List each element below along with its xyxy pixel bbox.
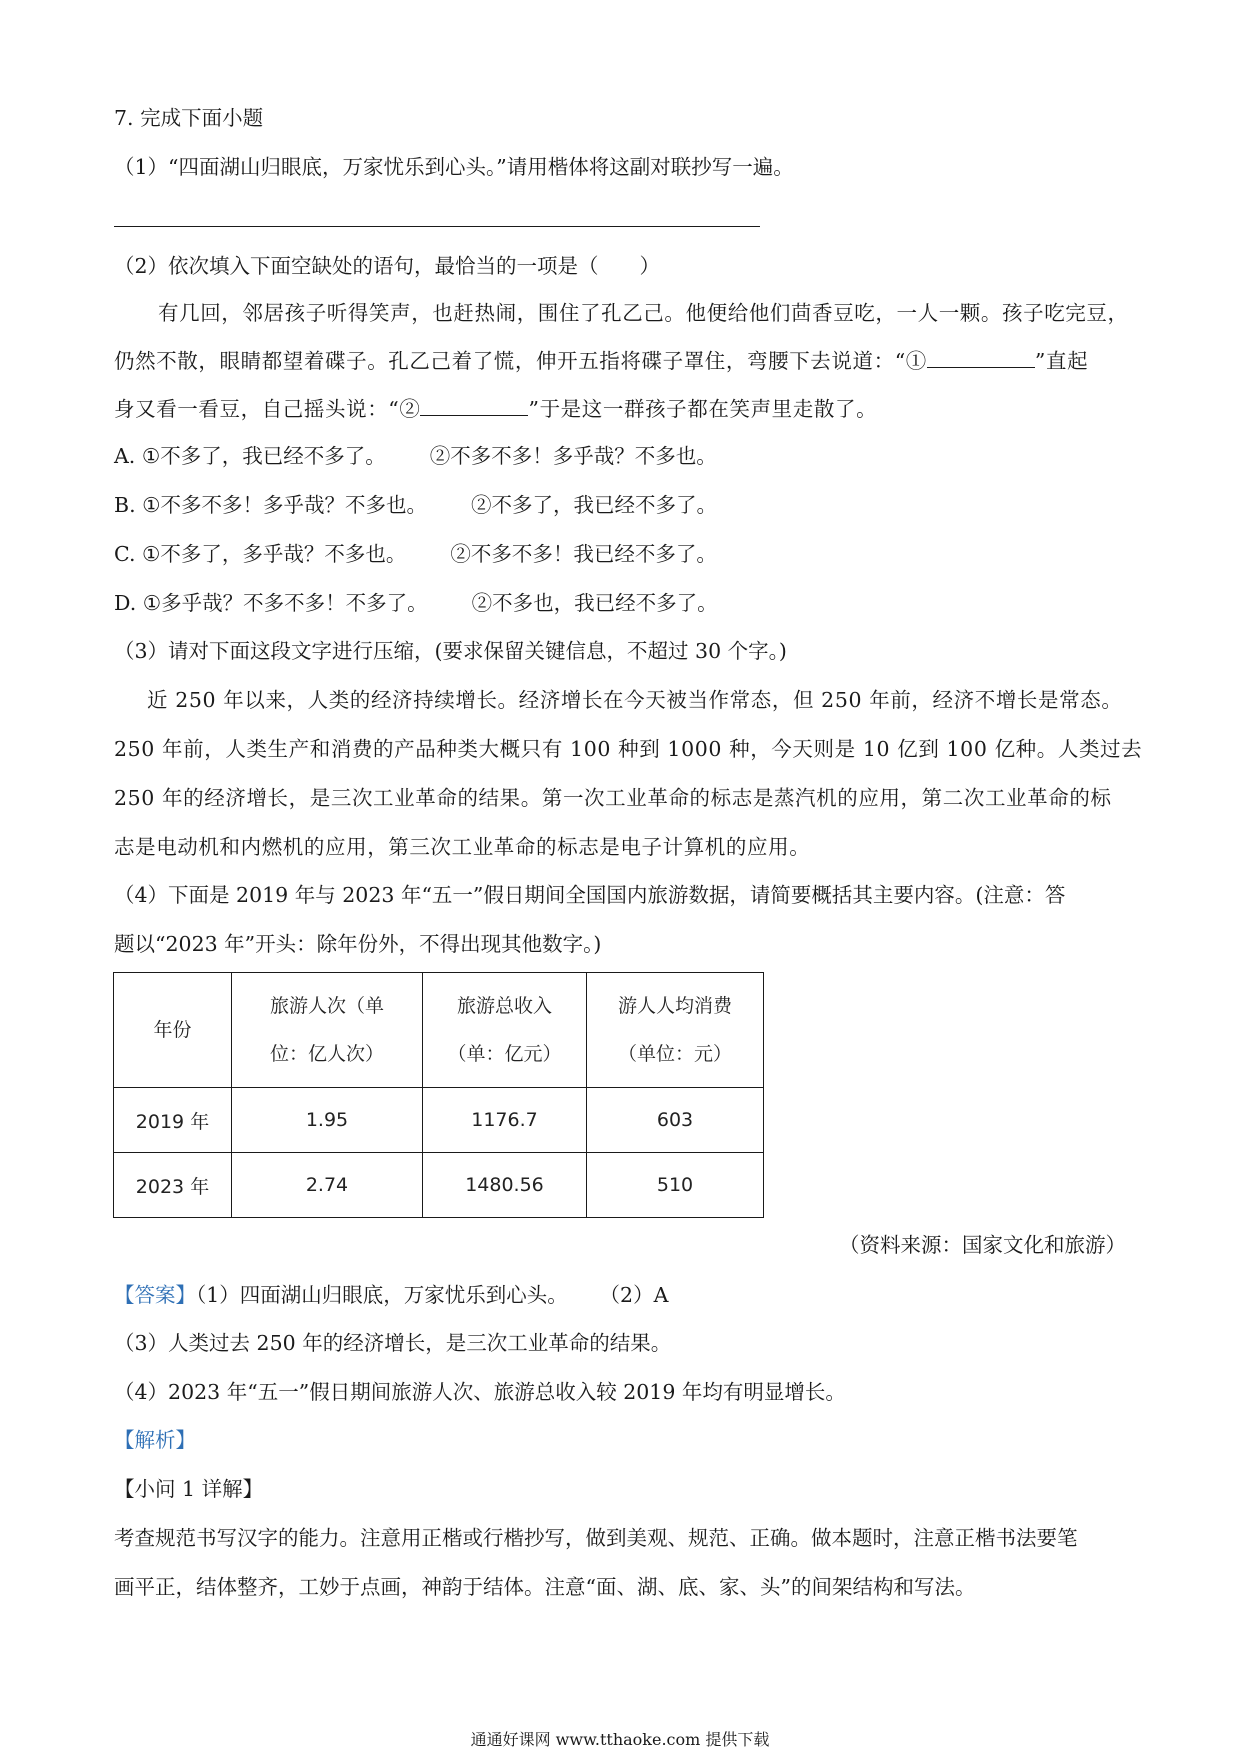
table-header-cell bbox=[232, 973, 423, 1088]
answer-line-1 bbox=[114, 1280, 668, 1310]
table-header-cell bbox=[423, 973, 587, 1088]
table-cell: 2019 年 bbox=[114, 1088, 232, 1153]
answer-tag: 【答案】 bbox=[114, 1283, 196, 1307]
question-part-2: （2）依次填入下面空缺处的语句，最恰当的一项是（ ） bbox=[114, 254, 661, 278]
option-part: C. ①不多了，多乎哉？不多也。 bbox=[114, 542, 407, 566]
header-text: 旅游人次（单 bbox=[269, 995, 384, 1017]
table-cell: 1.95 bbox=[232, 1088, 423, 1153]
passage-text: 仍然不散，眼睛都望着碟子。孔乙己着了慌，伸开五指将碟子罩住，弯腰下去说道：“① bbox=[114, 349, 927, 373]
option-b bbox=[114, 490, 717, 520]
answer-writing-line bbox=[114, 226, 760, 227]
option-part: D. ①多乎哉？不多不多！不多了。 bbox=[114, 591, 428, 615]
passage-line: 250 年前，人类生产和消费的产品种类大概只有 100 种到 1000 种，今天则是 10 亿到 100 亿种。人类过去 bbox=[114, 737, 1143, 761]
table-row bbox=[114, 1088, 764, 1153]
option-part: ②不多了，我已经不多了。 bbox=[470, 493, 717, 517]
table-cell: 1480.56 bbox=[423, 1153, 587, 1218]
passage-line: 近 250 年以来，人类的经济持续增长。经济增长在今天被当作常态，但 250 年前，经济不增长是常态。 bbox=[147, 688, 1123, 712]
blank-1 bbox=[927, 349, 1035, 368]
table-cell: 510 bbox=[587, 1153, 764, 1218]
header-text: 年份 bbox=[153, 1019, 192, 1041]
question-part-4: （4）下面是 2019 年与 2023 年“五一”假日期间全国国内旅游数据，请简要概括其主要内容。(注意：答 bbox=[114, 883, 1066, 907]
question-part-1: （1）“四面湖山归眼底，万家忧乐到心头。”请用楷体将这副对联抄写一遍。 bbox=[114, 155, 794, 179]
option-part: ②不多不多！我已经不多了。 bbox=[450, 542, 717, 566]
analysis-tag: 【解析】 bbox=[114, 1428, 196, 1452]
option-a bbox=[114, 441, 717, 471]
header-text: 位：亿人次） bbox=[269, 1043, 384, 1065]
question-part-3: （3）请对下面这段文字进行压缩，(要求保留关键信息，不超过 30 个字。) bbox=[114, 639, 787, 663]
option-c bbox=[114, 539, 717, 569]
table-cell: 2.74 bbox=[232, 1153, 423, 1218]
option-part: ②不多也，我已经不多了。 bbox=[471, 591, 718, 615]
answer-text: （2）A bbox=[609, 1283, 669, 1307]
question-title: 7. 完成下面小题 bbox=[114, 106, 264, 130]
blank-2 bbox=[420, 397, 528, 416]
option-part: ②不多不多！多乎哉？不多也。 bbox=[429, 444, 717, 468]
analysis-subheading: 【小问 1 详解】 bbox=[114, 1477, 264, 1501]
table-row bbox=[114, 1153, 764, 1218]
header-text: （单位：元） bbox=[617, 1043, 732, 1065]
table-header-row bbox=[114, 973, 764, 1088]
passage-line: 有几回，邻居孩子听得笑声，也赶热闹，围住了孔乙己。他便给他们茴香豆吃，一人一颗。孩子吃完豆， bbox=[158, 301, 1129, 325]
table-header-cell bbox=[587, 973, 764, 1088]
passage-text: ”于是这一群孩子都在笑声里走散了。 bbox=[528, 397, 878, 421]
question-part-4-cont: 题以“2023 年”开头：除年份外，不得出现其他数字。) bbox=[114, 932, 602, 956]
passage-line bbox=[114, 346, 1088, 376]
data-source: （资料来源：国家文化和旅游） bbox=[839, 1233, 1126, 1257]
page-footer: 通通好课网 www.tthaoke.com 提供下载 bbox=[470, 1730, 770, 1749]
answer-line-3: （3）人类过去 250 年的经济增长，是三次工业革命的结果。 bbox=[114, 1331, 672, 1355]
tourism-data-table bbox=[113, 972, 764, 1218]
answer-line-4: （4）2023 年“五一”假日期间旅游人次、旅游总收入较 2019 年均有明显增长。 bbox=[114, 1380, 846, 1404]
header-text: （单：亿元） bbox=[447, 1043, 562, 1065]
passage-text: 身又看一看豆，自己摇头说：“② bbox=[114, 397, 421, 421]
header-text: 游人人均消费 bbox=[617, 995, 732, 1017]
option-part: A. ①不多了，我已经不多了。 bbox=[114, 444, 386, 468]
answer-text: （1）四面湖山归眼底，万家忧乐到心头。 bbox=[196, 1283, 568, 1307]
option-d bbox=[114, 588, 718, 618]
table-cell: 2023 年 bbox=[114, 1153, 232, 1218]
header-text: 旅游总收入 bbox=[456, 995, 552, 1017]
passage-line: 志是电动机和内燃机的应用，第三次工业革命的标志是电子计算机的应用。 bbox=[114, 835, 811, 859]
option-part: B. ①不多不多！多乎哉？不多也。 bbox=[114, 493, 427, 517]
table-cell: 603 bbox=[587, 1088, 764, 1153]
analysis-text: 画平正，结体整齐，工妙于点画，神韵于结体。注意“面、湖、底、家、头”的间架结构和写法。 bbox=[114, 1575, 976, 1599]
passage-line: 250 年的经济增长，是三次工业革命的结果。第一次工业革命的标志是蒸汽机的应用，第二次工业革命的标 bbox=[114, 786, 1112, 810]
table-cell: 1176.7 bbox=[423, 1088, 587, 1153]
analysis-text: 考查规范书写汉字的能力。注意用正楷或行楷抄写，做到美观、规范、正确。做本题时，注意正楷书法要笔 bbox=[114, 1526, 1078, 1550]
passage-line bbox=[114, 394, 877, 424]
passage-text: ”直起 bbox=[1034, 349, 1089, 373]
table-header-cell bbox=[114, 973, 232, 1088]
